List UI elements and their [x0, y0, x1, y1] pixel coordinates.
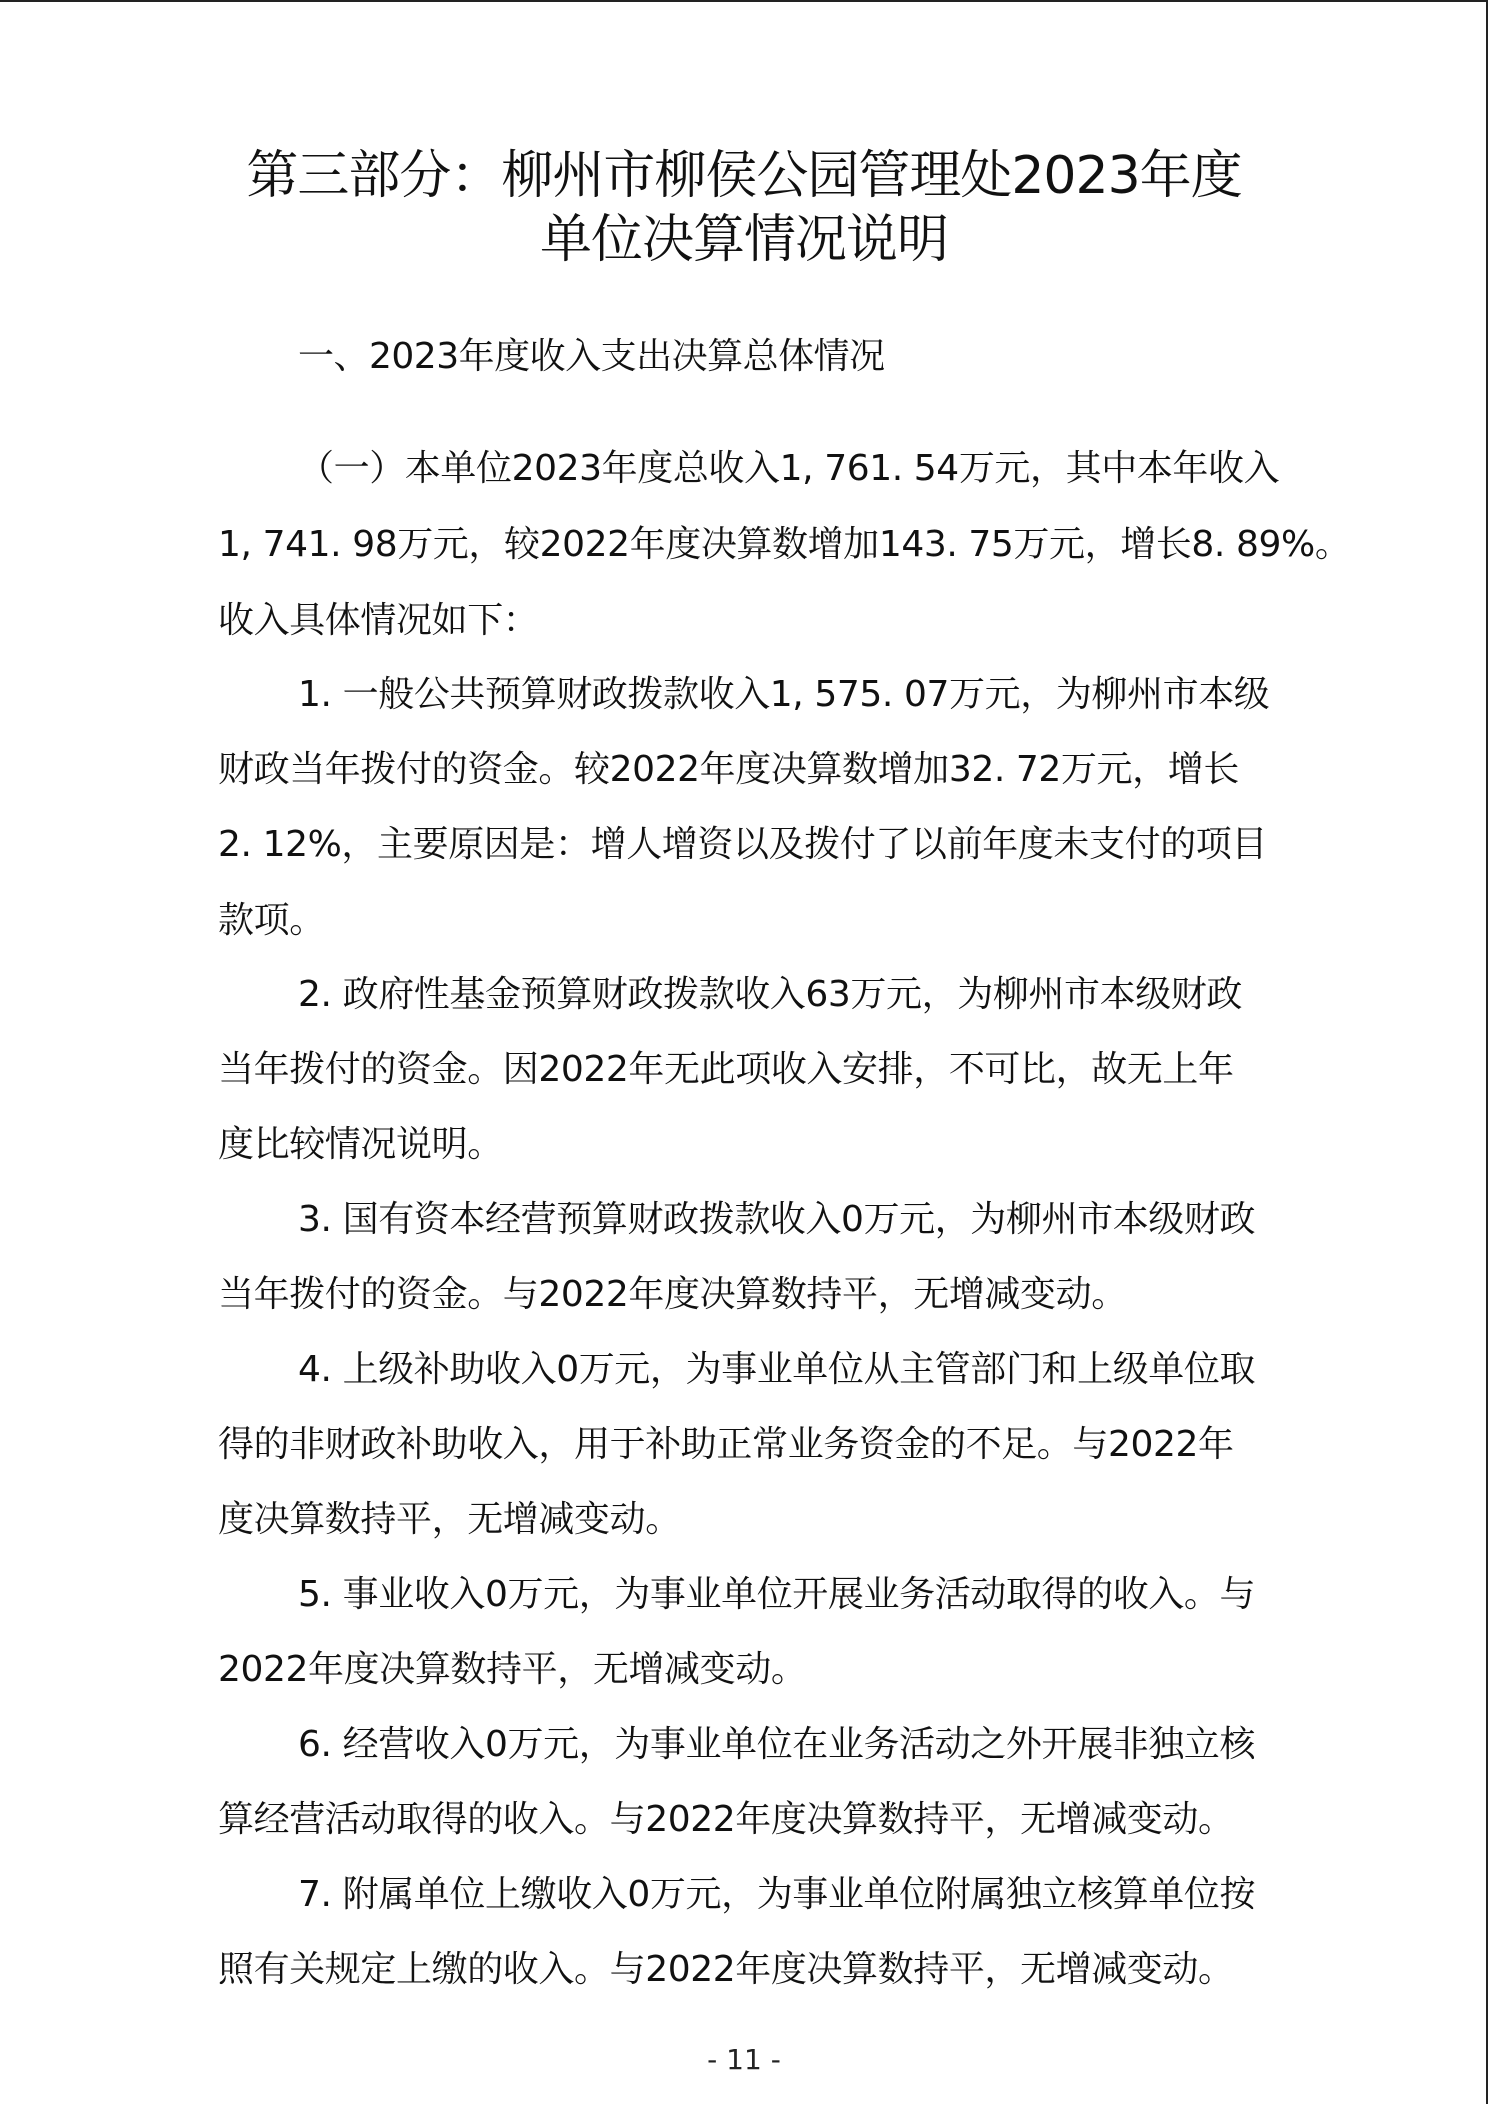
- section-heading: 一、2023年度收入支出决算总体情况: [298, 336, 885, 377]
- item-1-line-3: 2. 12%，主要原因是：增人增资以及拨付了以前年度未支付的项目: [218, 824, 1268, 865]
- item-5-line-1: 5. 事业收入0万元，为事业单位开展业务活动取得的收入。与: [298, 1574, 1256, 1615]
- item-2-line-1: 2. 政府性基金预算财政拨款收入63万元，为柳州市本级财政: [298, 974, 1243, 1015]
- item-4-line-1: 4. 上级补助收入0万元，为事业单位从主管部门和上级单位取: [298, 1349, 1256, 1390]
- item-1-line-4: 款项。: [218, 900, 325, 941]
- paragraph-1-line-2: 1, 741. 98万元，较2022年度决算数增加143. 75万元，增长8. 89%。: [218, 524, 1351, 565]
- item-3-line-1: 3. 国有资本经营预算财政拨款收入0万元，为柳州市本级财政: [298, 1199, 1256, 1240]
- item-1-line-2: 财政当年拨付的资金。较2022年度决算数增加32. 72万元，增长: [218, 749, 1239, 790]
- item-5-line-2: 2022年度决算数持平，无增减变动。: [218, 1649, 807, 1690]
- item-6-line-2: 算经营活动取得的收入。与2022年度决算数持平，无增减变动。: [218, 1799, 1234, 1840]
- item-6-line-1: 6. 经营收入0万元，为事业单位在业务活动之外开展非独立核: [298, 1724, 1256, 1765]
- paragraph-1-line-1: （一）本单位2023年度总收入1, 761. 54万元，其中本年收入: [298, 448, 1280, 489]
- item-4-line-3: 度决算数持平，无增减变动。: [218, 1499, 681, 1540]
- item-2-line-2: 当年拨付的资金。因2022年无此项收入安排，不可比，故无上年: [218, 1049, 1234, 1090]
- item-7-line-1: 7. 附属单位上缴收入0万元，为事业单位附属独立核算单位按: [298, 1874, 1256, 1915]
- title-line-2: 单位决算情况说明: [539, 210, 948, 270]
- paragraph-1-line-3: 收入具体情况如下：: [218, 600, 539, 641]
- item-4-line-2: 得的非财政补助收入，用于补助正常业务资金的不足。与2022年: [218, 1424, 1234, 1465]
- item-2-line-3: 度比较情况说明。: [218, 1124, 503, 1165]
- item-1-line-1: 1. 一般公共预算财政拨款收入1, 575. 07万元，为柳州市本级: [298, 674, 1270, 715]
- page-number: - 11 -: [707, 2043, 781, 2076]
- page-title: [150, 144, 1338, 272]
- title-line-1: 第三部分：柳州市柳侯公园管理处2023年度: [246, 146, 1242, 206]
- item-7-line-2: 照有关规定上缴的收入。与2022年度决算数持平，无增减变动。: [218, 1949, 1234, 1990]
- item-3-line-2: 当年拨付的资金。与2022年度决算数持平，无增减变动。: [218, 1274, 1127, 1315]
